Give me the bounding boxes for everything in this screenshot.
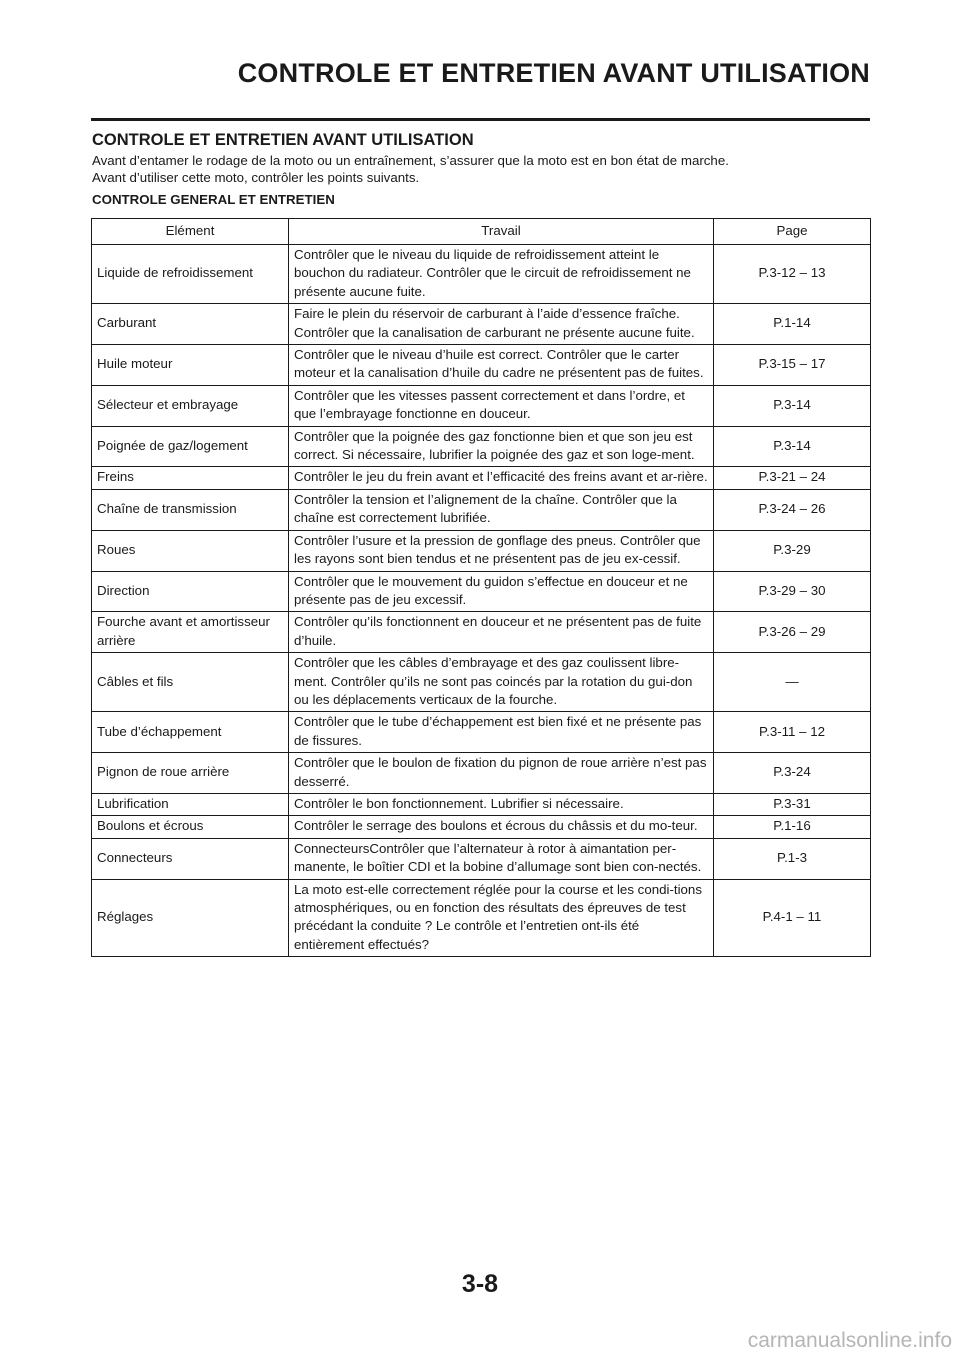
row-element: Fourche avant et amortisseur arrière — [92, 612, 289, 653]
row-work: Contrôler que le niveau du liquide de refroidissement atteint le bouchon du radiateur. Contrôler que le circuit de refroidissement ne présente aucune fuite. — [289, 245, 714, 304]
row-work: Contrôler que le tube d’échappement est bien fixé et ne présente pas de fissures. — [289, 712, 714, 753]
row-page: — — [714, 653, 871, 712]
row-work: Contrôler que les vitesses passent correctement et dans l’ordre, et que l’embrayage fonctionne en douceur. — [289, 385, 714, 426]
page-number: 3-8 — [461, 1270, 499, 1298]
row-element: Carburant — [92, 304, 289, 345]
row-page: P.3-14 — [714, 385, 871, 426]
row-page: P.3-29 – 30 — [714, 571, 871, 612]
row-element: Roues — [92, 530, 289, 571]
intro-line-1: Avant d’entamer le rodage de la moto ou un entraînement, s’assurer que la moto est en bon état de marche. — [92, 153, 729, 168]
table-body — [92, 245, 871, 957]
row-work: Contrôler que les câbles d’embrayage et des gaz coulissent libre-ment. Contrôler qu’ils ne sont pas coincés par la rotation du gui-don ou les déplacements verticaux de la fourche. — [289, 653, 714, 712]
page-header-title: CONTROLE ET ENTRETIEN AVANT UTILISATION — [237, 58, 870, 88]
row-page: P.4-1 – 11 — [714, 879, 871, 957]
row-element: Chaîne de transmission — [92, 489, 289, 530]
table-row — [92, 304, 871, 345]
table-row — [92, 838, 871, 879]
row-work: Contrôler que le niveau d’huile est correct. Contrôler que le carter moteur et la canalisation d’huile du cadre ne présentent pas de fuites. — [289, 345, 714, 386]
row-element: Câbles et fils — [92, 653, 289, 712]
table-row — [92, 612, 871, 653]
table-row — [92, 653, 871, 712]
row-work: ConnecteursContrôler que l’alternateur à rotor à aimantation per-manente, le boîtier CDI et la bobine d’allumage sont bien con-nectés. — [289, 838, 714, 879]
row-element: Freins — [92, 467, 289, 489]
row-work: Contrôler la tension et l’alignement de la chaîne. Contrôler que la chaîne est correctement lubrifiée. — [289, 489, 714, 530]
row-work: La moto est-elle correctement réglée pour la course et les condi-tions atmosphériques, ou en fonction des résultats des épreuves de test précédant la conduite ? Le contrôle et l’entretien ont-ils été entièrement effectués? — [289, 879, 714, 957]
row-work: Contrôler le jeu du frein avant et l’efficacité des freins avant et ar-rière. — [289, 467, 714, 489]
table-row — [92, 489, 871, 530]
table-header-row — [92, 219, 871, 245]
row-work: Contrôler que le mouvement du guidon s’effectue en douceur et ne présente pas de jeu excessif. — [289, 571, 714, 612]
header-page: Page — [714, 219, 871, 245]
table-row — [92, 345, 871, 386]
row-element: Réglages — [92, 879, 289, 957]
row-work: Contrôler qu’ils fonctionnent en douceur et ne présentent pas de fuite d’huile. — [289, 612, 714, 653]
table-row — [92, 426, 871, 467]
row-work: Contrôler l’usure et la pression de gonflage des pneus. Contrôler que les rayons sont bien tendus et ne présentent pas de jeu ex-cessif. — [289, 530, 714, 571]
inspection-table — [91, 218, 871, 957]
intro-line-2: Avant d’utiliser cette moto, contrôler les points suivants. — [92, 170, 420, 185]
row-page: P.1-16 — [714, 816, 871, 838]
row-element: Pignon de roue arrière — [92, 753, 289, 794]
row-page: P.3-29 — [714, 530, 871, 571]
row-work: Faire le plein du réservoir de carburant à l’aide d’essence fraîche. Contrôler que la canalisation de carburant ne présente aucune fuite. — [289, 304, 714, 345]
row-element: Lubrification — [92, 793, 289, 815]
header-rule — [91, 118, 870, 121]
table-row — [92, 530, 871, 571]
table-row — [92, 816, 871, 838]
row-element: Sélecteur et embrayage — [92, 385, 289, 426]
row-page: P.1-3 — [714, 838, 871, 879]
table-row — [92, 467, 871, 489]
section-title: CONTROLE ET ENTRETIEN AVANT UTILISATION — [92, 131, 474, 149]
row-work: Contrôler que le boulon de fixation du pignon de roue arrière n’est pas desserré. — [289, 753, 714, 794]
row-page: P.3-21 – 24 — [714, 467, 871, 489]
table-row — [92, 385, 871, 426]
row-page: P.1-14 — [714, 304, 871, 345]
row-element: Poignée de gaz/logement — [92, 426, 289, 467]
row-page: P.3-12 – 13 — [714, 245, 871, 304]
row-element: Boulons et écrous — [92, 816, 289, 838]
watermark[interactable]: carmanualsonline.info — [747, 1329, 952, 1352]
table-row — [92, 753, 871, 794]
table-row — [92, 712, 871, 753]
table-row — [92, 793, 871, 815]
row-page: P.3-24 – 26 — [714, 489, 871, 530]
row-page: P.3-15 – 17 — [714, 345, 871, 386]
row-work: Contrôler le bon fonctionnement. Lubrifier si nécessaire. — [289, 793, 714, 815]
row-element: Tube d’échappement — [92, 712, 289, 753]
row-element: Direction — [92, 571, 289, 612]
row-page: P.3-31 — [714, 793, 871, 815]
row-page: P.3-26 – 29 — [714, 612, 871, 653]
table-row — [92, 571, 871, 612]
row-work: Contrôler que la poignée des gaz fonctionne bien et que son jeu est correct. Si nécessaire, lubrifier la poignée des gaz et son loge-ment. — [289, 426, 714, 467]
row-element: Connecteurs — [92, 838, 289, 879]
row-page: P.3-24 — [714, 753, 871, 794]
table-row — [92, 879, 871, 957]
row-page: P.3-11 – 12 — [714, 712, 871, 753]
header-work: Travail — [289, 219, 714, 245]
row-page: P.3-14 — [714, 426, 871, 467]
row-element: Huile moteur — [92, 345, 289, 386]
header-element: Elément — [92, 219, 289, 245]
table-row — [92, 245, 871, 304]
row-work: Contrôler le serrage des boulons et écrous du châssis et du mo-teur. — [289, 816, 714, 838]
row-element: Liquide de refroidissement — [92, 245, 289, 304]
subsection-title: CONTROLE GENERAL ET ENTRETIEN — [92, 192, 335, 207]
intro-text — [92, 152, 729, 186]
